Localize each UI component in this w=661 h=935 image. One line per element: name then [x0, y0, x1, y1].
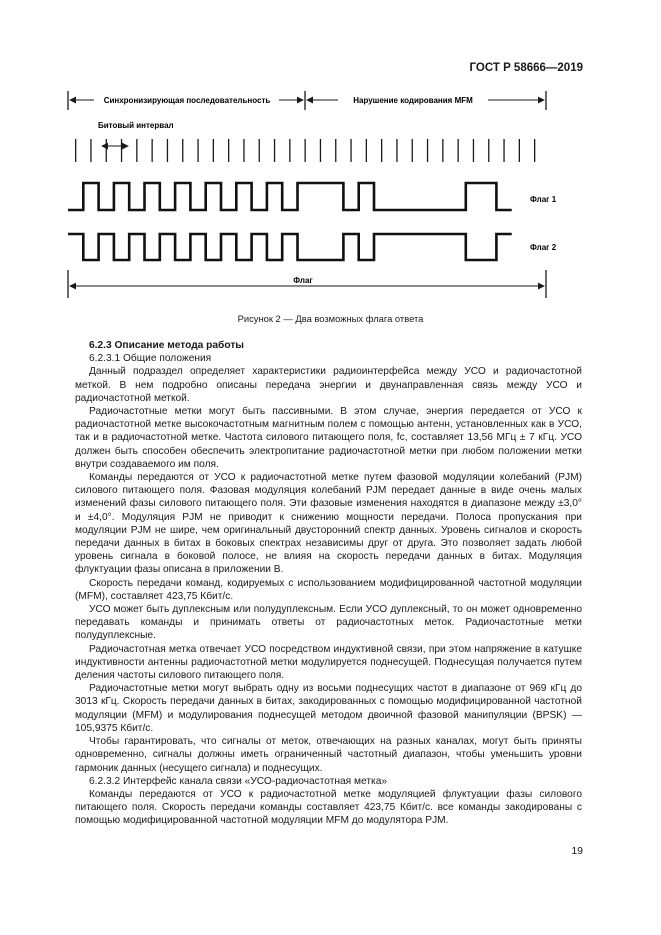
- flag1-waveform: [68, 183, 512, 210]
- paragraphs-group-2: [75, 788, 582, 828]
- flag-label: Флаг: [293, 276, 313, 285]
- bit-clock-ticks: [76, 139, 535, 162]
- sync-sequence-label: Синхронизирующая последовательность: [103, 96, 271, 105]
- paragraph: Радиочастотная метка отвечает УСО посредством индуктивной связи, при этом напряжение в катушке индуктивности антенны радиочастотной метки модулируется поднесущей. Поднесущая получается путем деления частоты силового питающего поля.: [75, 643, 582, 682]
- paragraph: Команды передаются от УСО к радиочастотной метке модуляцией флуктуации фазы силового питающего поля. Скорость передачи команды составляет 423,75 Кбит/с. все команды закодированы с помощью модифицированной частотной модуляции MFM до модулятора PJM.: [75, 788, 582, 827]
- paragraph: Радиочастотные метки могут выбрать одну из восьми поднесущих частот в диапазоне от 969 кГц до 3013 кГц. Скорость передачи данных в битах, закодированных с помощью модифицированной частотной модуляции (MFM) и модулирования поднесущей методом двоичной фазовой манипуляции (BPSK) — 105,9375 Кбит/с.: [75, 683, 582, 734]
- paragraph: Скорость передачи команд, кодируемых с использованием модифицированной частотной модуляции (MFM), составляет 423,75 Кбит/с.: [75, 577, 582, 602]
- paragraph: Радиочастотные метки могут быть пассивными. В этом случае, энергия передается от УСО к радиочастотной метке высокочастотным магнитным полем с помощью антенн, установленных как в УСО, так и в радиочастотной метке. Частота силового питающего поля, fc, составляет 13,56 МГц ± 7 кГц. УСО должен быть способен обеспечить электропитание радиочастотной метки при любом положении метки внутри создаваемого им поля.: [75, 406, 582, 470]
- flag-timing-diagram: [0, 0, 661, 310]
- paragraph: Данный подраздел определяет характеристики радиоинтерфейса между УСО и радиочастотной меткой. В нем подробно описаны передача энергии и двунаправленная связь между УСО и радиочастотной меткой.: [75, 366, 582, 404]
- flag1-label: Флаг 1: [530, 195, 557, 204]
- body-text: [75, 339, 582, 828]
- bit-interval-label: Битовый интервал: [98, 121, 174, 130]
- page-number: 19: [571, 845, 583, 857]
- paragraph: УСО может быть дуплексным или полудуплексным. Если УСО дуплексный, то он может одновременно передавать команды и принимать ответы от радиочастотных меток. Радиочастотные метки полудуплексные.: [75, 604, 582, 642]
- subsection-heading: 6.2.3.1 Общие положения: [89, 353, 212, 365]
- flag2-waveform: [68, 234, 512, 260]
- section-heading: 6.2.3 Описание метода работы: [89, 340, 245, 351]
- subsection-heading: 6.2.3.2 Интерфейс канала связи «УСО-радиочастотная метка»: [89, 775, 388, 787]
- paragraph: Команды передаются от УСО к радиочастотной метке путем фазовой модуляции колебаний (PJM) силового питающего поля. Фазовая модуляция колебаний PJM передает данные в виде очень малых изменений фазы силового питающего поля. Эти фазовые изменения находятся в диапазоне между ±3,0° и ±4,0°. Модуляция PJM не приводит к снижению мощности передачи. Полоса пропускания при модуляции PJM не шире, чем оригинальный двусторонний спектр данных. Уровень сигналов и скорость передачи данных в битах в боковых спектрах независимы друг от друга. Это позволяет задать любой уровень сигнала в боковой полосе, не влияя на скорость передачи данных в битах. Модуляция флуктуации фазы описана в приложении В.: [75, 472, 582, 576]
- flag2-label: Флаг 2: [530, 243, 557, 252]
- standard-header: ГОСТ Р 58666—2019: [469, 62, 583, 74]
- paragraphs-group-1: [75, 365, 582, 774]
- paragraph: Чтобы гарантировать, что сигналы от меток, отвечающих на разных каналах, могут быть приняты одновременно, сигналы должны иметь ограниченный частотный диапазон, чтобы уменьшить уровни гармоник данных (несущего сигнала) и поднесущих.: [75, 736, 582, 774]
- figure-caption: Рисунок 2 — Два возможных флага ответа: [237, 313, 424, 324]
- mfm-violation-label: Нарушение кодирования MFM: [353, 96, 473, 105]
